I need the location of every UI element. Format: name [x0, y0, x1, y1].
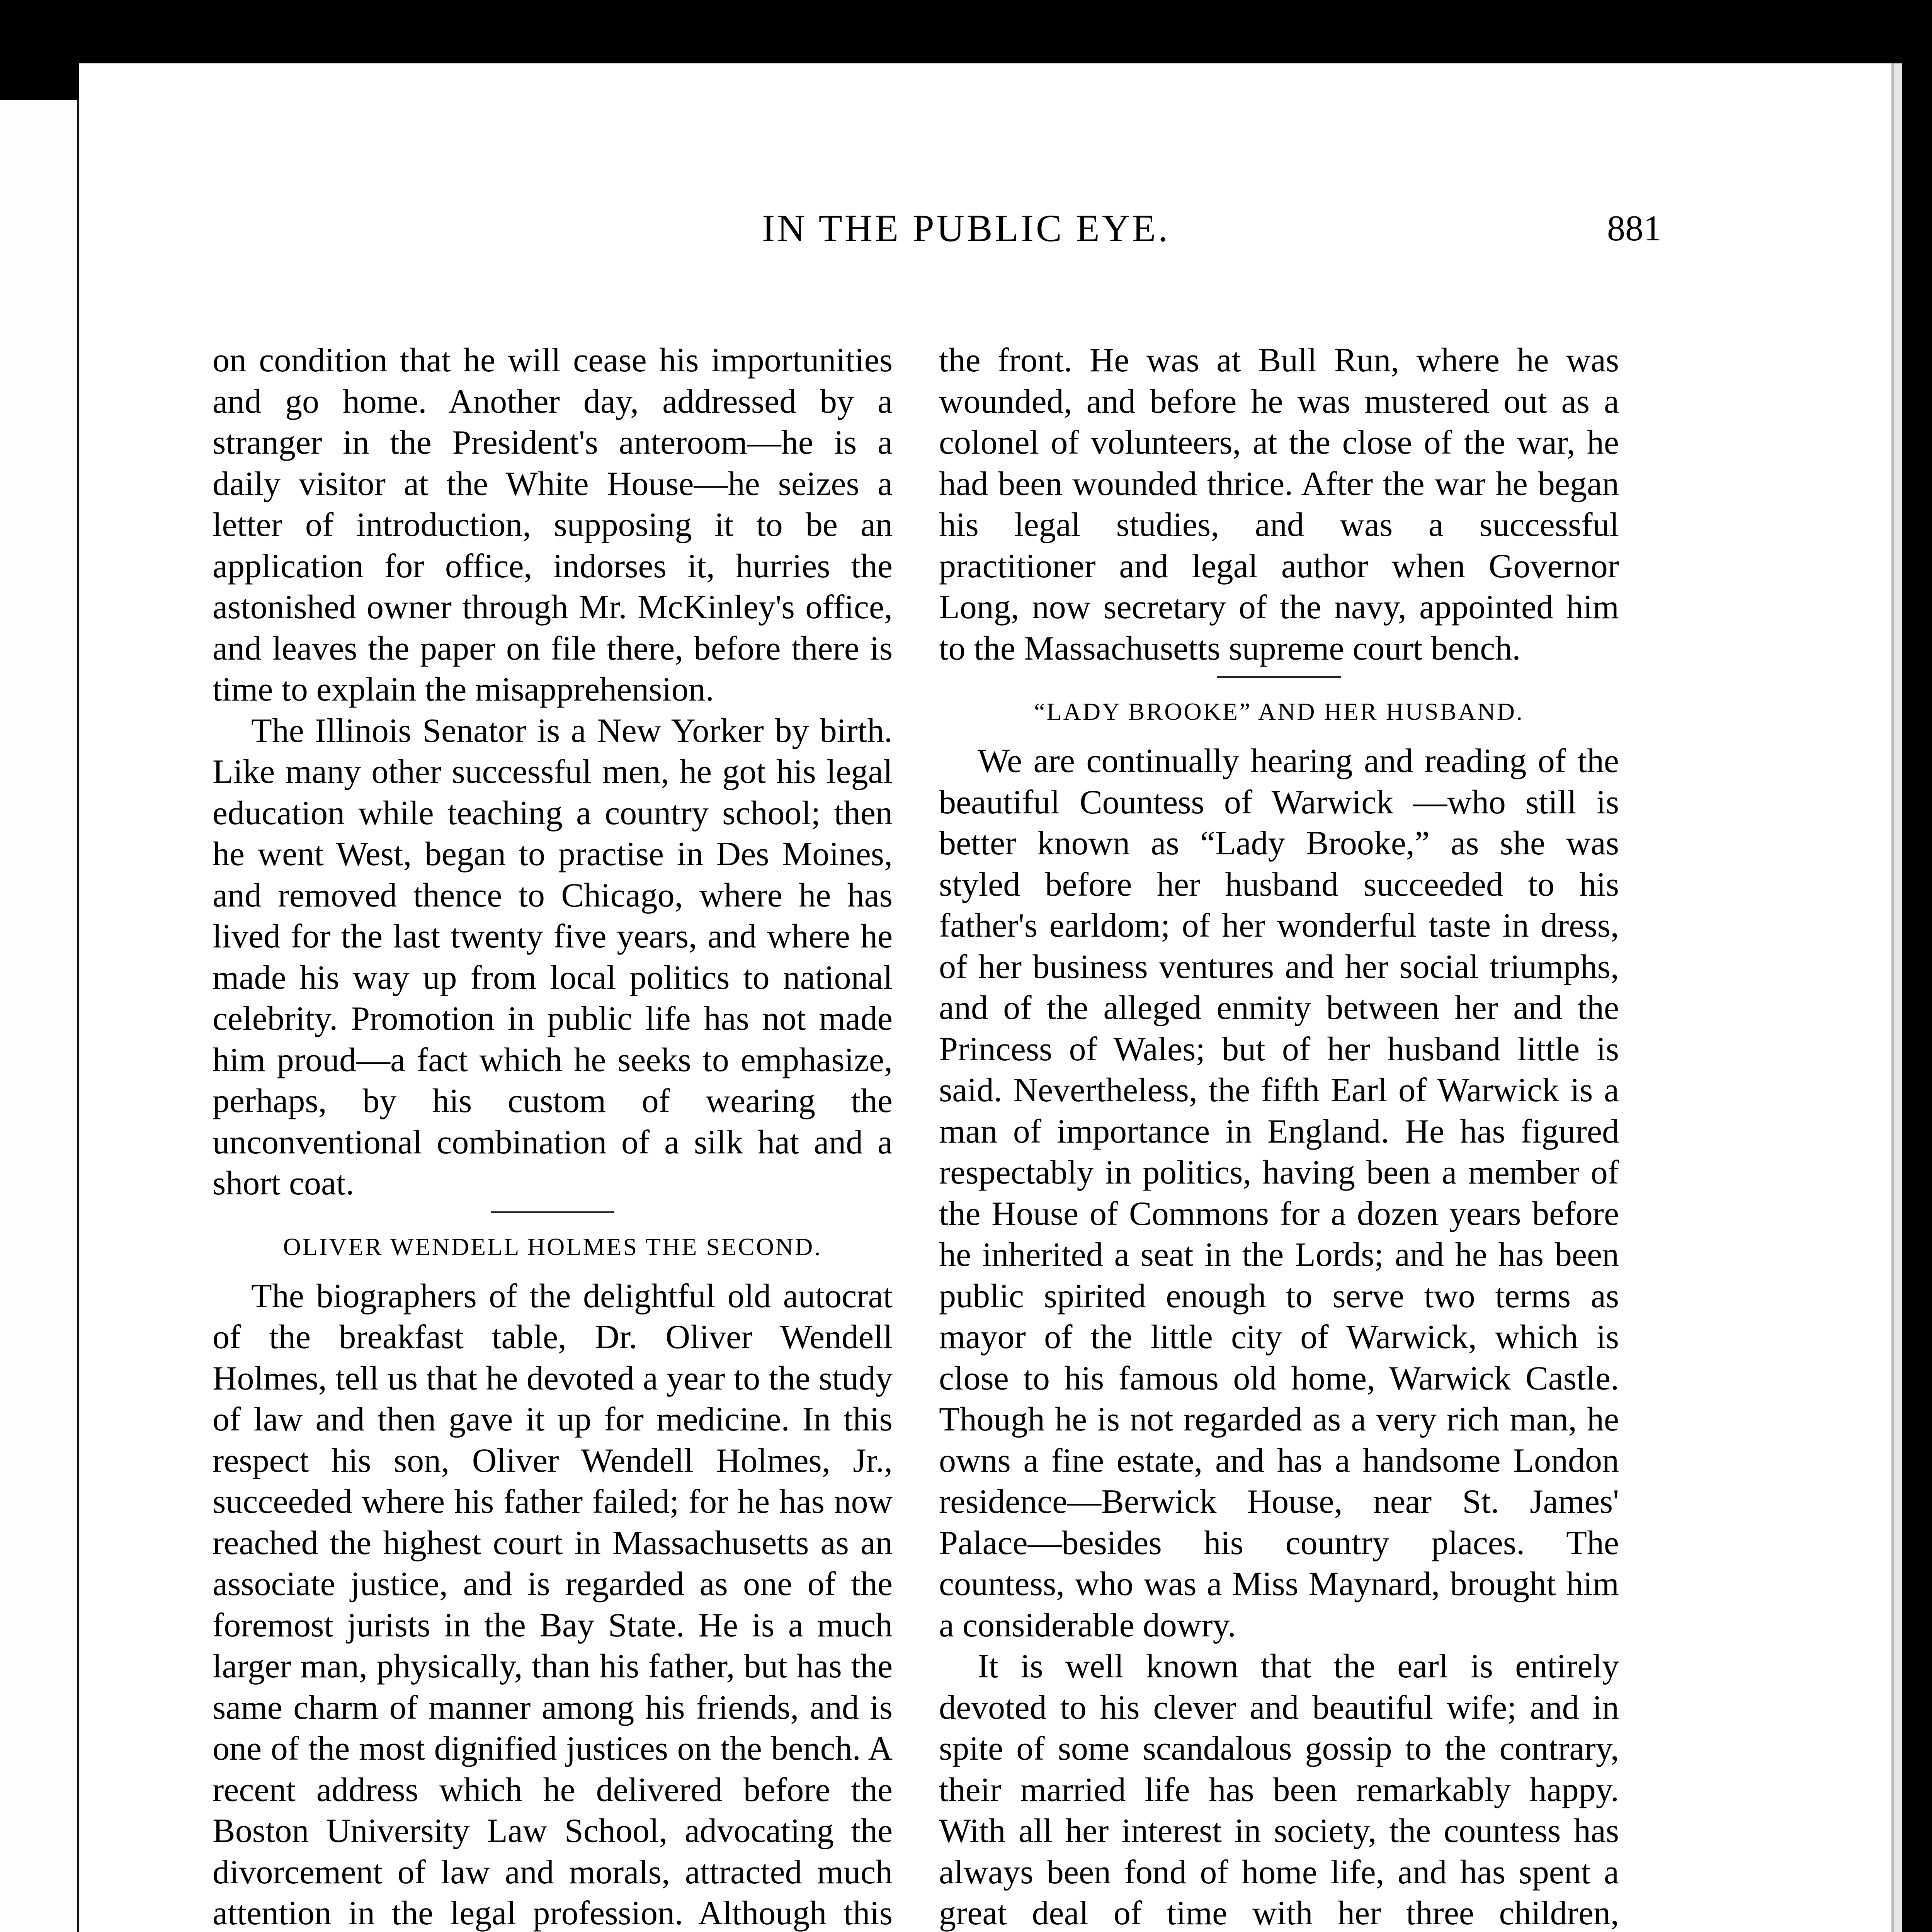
page-edge	[1891, 63, 1902, 1932]
section-divider	[491, 1211, 614, 1213]
section-divider	[1217, 676, 1341, 678]
paragraph: It is well known that the earl is entirely devoted to his clever and beautiful wife; and in spite of some scandalous gossip to the contrary, their married life has been remarkably happy. With all her interest in society, the countess has always been fond of home life, and has spent a great deal of time with her three children,	[939, 1648, 1619, 1932]
page-number: 881	[1607, 208, 1662, 248]
right-column	[939, 340, 1619, 1932]
left-column	[213, 340, 893, 1932]
paragraph: the front. He was at Bull Run, where he was wounded, and before he was mustered out as a colonel of volunteers, at the close of the war, he had been wounded thrice. After the war he began his legal studies, and was a successful practitioner and legal author when Governor Long, now secretary of the navy, appointed him to the Massachusetts supreme court bench.	[939, 342, 1619, 667]
running-head	[0, 203, 1932, 253]
paragraph: on condition that he will cease his importunities and go home. Another day, addressed by a stranger in the President's anteroom—he is a daily visitor at the White House—he seizes a letter of introduction, supposing it to be an application for office, indorses it, hurries the astonished owner through Mr. McKinley's office, and leaves the paper on file there, before there is time to explain the misapprehension.	[213, 342, 893, 708]
section-heading: OLIVER WENDELL HOLMES THE SECOND.	[283, 1233, 822, 1260]
running-title: IN THE PUBLIC EYE.	[762, 207, 1170, 250]
paragraph: The biographers of the delightful old autocrat of the breakfast table, Dr. Oliver Wendell Holmes, tell us that he devoted a year to the study of law and then gave it up for medicine. In this respect his son, Oliver Wendell Holmes, Jr., succeeded where his father failed; for he has now reached the highest court in Massachusetts as an associate justice, and is regarded as one of the foremost jurists in the Bay State. He is a much larger man, physically, than his father, but has the same charm of manner among his friends, and is one of the most dignified justices on the bench. A recent address which he delivered before the Boston University Law School, advocating the divorcement of law and morals, attracted much attention in the legal profession. Although this	[213, 1277, 893, 1932]
section-heading: “LADY BROOKE” AND HER HUSBAND.	[1034, 698, 1524, 725]
paragraph: We are continually hearing and reading of the beautiful Countess of Warwick —who still is better known as “Lady Brooke,” as she was styled before her husband succeeded to his father's earldom; of her wonderful taste in dress, of her business ventures and her social triumphs, and of the alleged enmity between her and the Princess of Wales; but of her husband little is said. Nevertheless, the fifth Earl of Warwick is a man of importance in England. He has figured respectably in politics, having been a member of the House of Commons for a dozen years before he inherited a seat in the Lords; and he has been public spirited enough to serve two terms as mayor of the little city of Warwick, which is close to his famous old home, Warwick Castle. Though he is not regarded as a very rich man, he owns a fine estate, and has a handsome London residence—Berwick House, near St. James' Palace—besides his country places. The countess, who was a Miss Maynard, brought him a considerable dowry.	[939, 742, 1619, 1644]
paragraph: The Illinois Senator is a New Yorker by birth. Like many other successful men, he got his legal education while teaching a country school; then he went West, began to practise in Des Moines, and removed thence to Chicago, where he has lived for the last twenty five years, and where he made his way up from local politics to national celebrity. Promotion in public life has not made him proud—a fact which he seeks to emphasize, perhaps, by his custom of wearing the unconventional combination of a silk hat and a short coat.	[213, 712, 893, 1202]
facing-page-edge	[0, 100, 83, 1932]
